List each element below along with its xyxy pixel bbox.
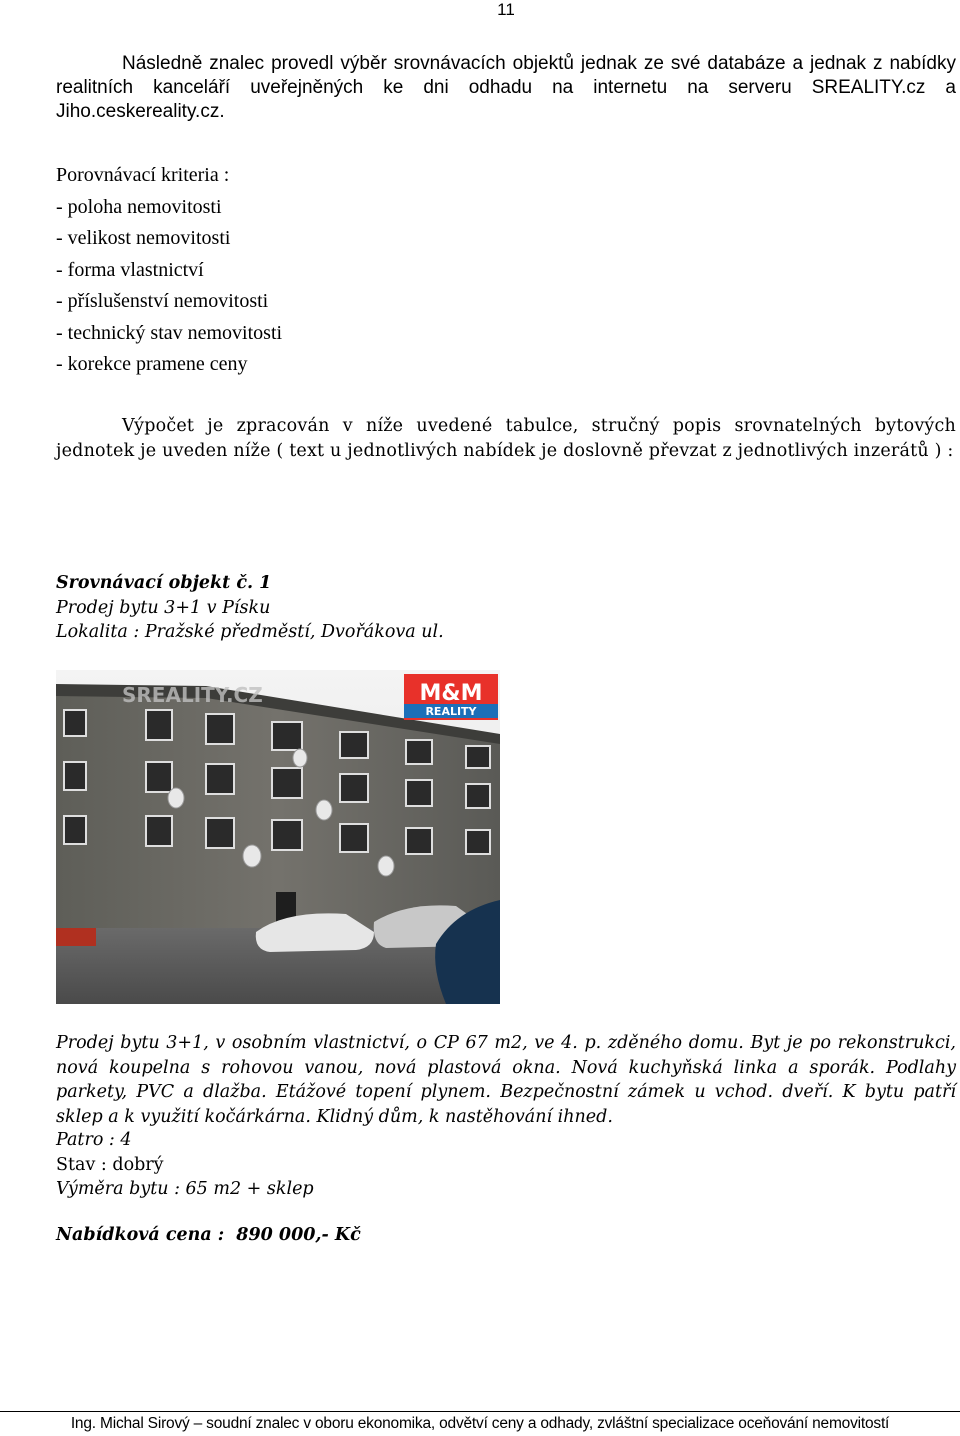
calculation-paragraph: Výpočet je zpracován v níže uvedené tabulce, stručný popis srovnatelných bytových jednotek je uveden níže ( text u jednotlivých nabídek je doslovně převzat z jednotlivých inzerátů ) :: [56, 416, 956, 461]
object-subtitle: Prodej bytu 3+1 v Písku: [56, 597, 271, 618]
object-parameters: [56, 1128, 956, 1202]
photo-watermark: SREALITY.CZ: [122, 683, 263, 707]
criteria-item: - velikost nemovitosti: [56, 227, 231, 249]
object-title: Srovnávací objekt č. 1: [56, 573, 272, 593]
footer-divider: [0, 1411, 960, 1412]
building-photo: [56, 670, 500, 1004]
page-footer: Ing. Michal Sirový – soudní znalec v oboru ekonomika, odvětví ceny a odhady, zvláštní specializace oceňování nemovitostí: [70, 1415, 890, 1432]
criteria-list: [56, 160, 956, 381]
object-price: [56, 1222, 956, 1248]
photo-logo-top: M&M: [419, 681, 483, 706]
price-value: 890 000,- Kč: [236, 1225, 361, 1245]
object-floor: Patro : 4: [56, 1130, 132, 1150]
intro-paragraph: Následně znalec provedl výběr srovnávacích objektů jednak ze své databáze a jednak z nabídky realitních kanceláří uveřejněných ke dni odhadu na internetu na serveru SREALITY.cz a Jiho.ceskereality.cz.: [56, 53, 956, 122]
object-description: Prodej bytu 3+1, v osobním vlastnictví, o CP 67 m2, ve 4. p. zděného domu. Byt je po rekonstrukci, nová koupelna s rohovou vanou, nová plastová okna. Nová kuchyňská linka a sporák. Podlahy parkety, PVC a dlažba. Etážové topení plynem. Bezpečnostní zámek u vchod. dveří. K bytu patří sklep a k využití kočárkárna. Klidný dům, k nastěhování ihned.: [56, 1033, 956, 1127]
object-header: [56, 571, 956, 645]
price-label: Nabídková cena :: [56, 1225, 225, 1245]
criteria-item: - příslušenství nemovitosti: [56, 290, 269, 312]
photo-logo-bottom: REALITY: [425, 705, 477, 718]
criteria-item: - technický stav nemovitosti: [56, 321, 283, 344]
object-condition: Stav : dobrý: [56, 1154, 164, 1175]
criteria-heading: Porovnávací kriteria :: [56, 164, 230, 186]
object-location: Lokalita : Pražské předměstí, Dvořákova ul.: [56, 622, 444, 642]
page-number: 11: [497, 0, 515, 19]
criteria-item: - korekce pramene ceny: [56, 353, 248, 375]
object-area: Výměra bytu : 65 m2 + sklep: [56, 1179, 314, 1199]
building-photo-image: [56, 670, 500, 1004]
criteria-item: - forma vlastnictví: [56, 258, 204, 281]
criteria-item: - poloha nemovitosti: [56, 195, 222, 218]
